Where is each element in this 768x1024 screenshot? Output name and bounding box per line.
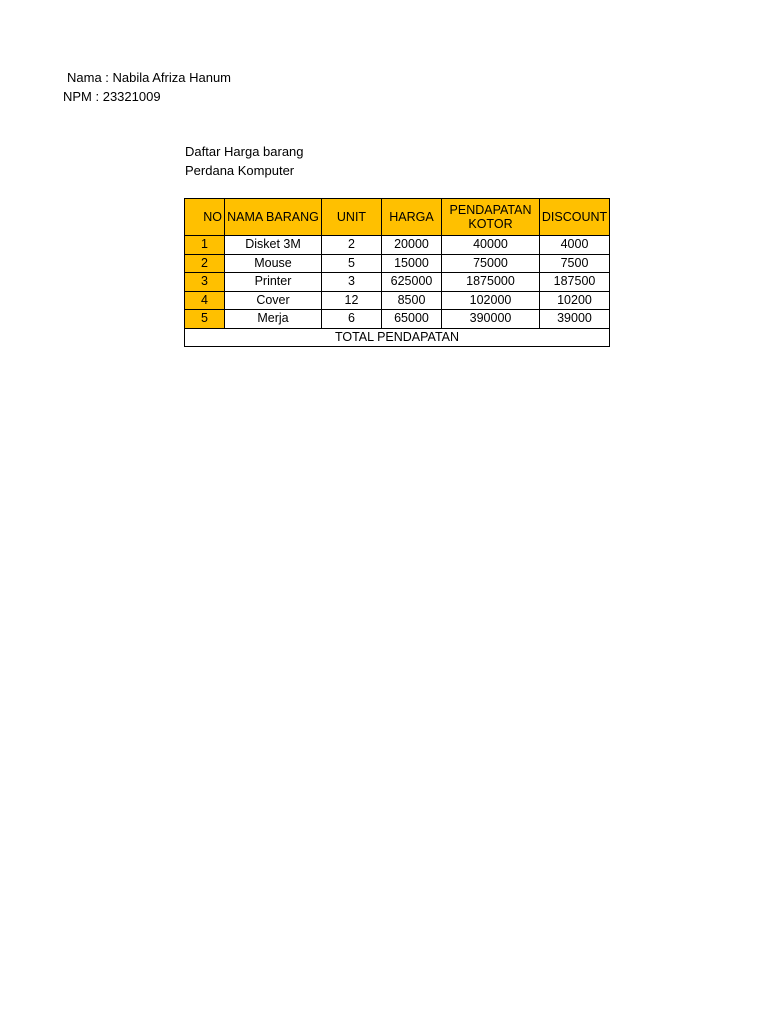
cell-unit: 6 <box>322 310 382 329</box>
column-header-nama-barang: NAMA BARANG <box>225 199 322 236</box>
table-row <box>185 236 610 255</box>
price-table <box>184 198 610 347</box>
document-title: Daftar Harga barang <box>185 144 304 159</box>
table-row <box>185 291 610 310</box>
column-header-pendapatan-line2: KOTOR <box>468 217 513 231</box>
cell-nama-barang: Disket 3M <box>225 236 322 255</box>
cell-discount: 7500 <box>540 254 610 273</box>
cell-no: 1 <box>185 236 225 255</box>
cell-nama-barang: Cover <box>225 291 322 310</box>
column-header-no: NO <box>185 199 225 236</box>
total-pendapatan-label: TOTAL PENDAPATAN <box>185 328 610 347</box>
table-row <box>185 254 610 273</box>
cell-harga: 15000 <box>382 254 442 273</box>
column-header-pendapatan-line1: PENDAPATAN <box>449 203 532 217</box>
cell-harga: 65000 <box>382 310 442 329</box>
total-row <box>185 328 610 347</box>
document-subtitle: Perdana Komputer <box>185 163 295 178</box>
table-row <box>185 310 610 329</box>
student-name: Nama : Nabila Afriza Hanum <box>67 70 232 85</box>
cell-pendapatan-kotor: 390000 <box>442 310 540 329</box>
column-header-discount: DISCOUNT <box>540 199 610 236</box>
column-header-unit: UNIT <box>322 199 382 236</box>
cell-discount: 187500 <box>540 273 610 292</box>
cell-nama-barang: Merja <box>225 310 322 329</box>
cell-unit: 3 <box>322 273 382 292</box>
cell-no: 2 <box>185 254 225 273</box>
cell-pendapatan-kotor: 40000 <box>442 236 540 255</box>
table-header-row <box>185 199 610 236</box>
cell-no: 3 <box>185 273 225 292</box>
cell-no: 4 <box>185 291 225 310</box>
student-npm: NPM : 23321009 <box>63 89 161 104</box>
cell-discount: 39000 <box>540 310 610 329</box>
cell-pendapatan-kotor: 102000 <box>442 291 540 310</box>
cell-discount: 10200 <box>540 291 610 310</box>
cell-discount: 4000 <box>540 236 610 255</box>
cell-nama-barang: Mouse <box>225 254 322 273</box>
column-header-harga: HARGA <box>382 199 442 236</box>
cell-pendapatan-kotor: 75000 <box>442 254 540 273</box>
cell-harga: 8500 <box>382 291 442 310</box>
table-row <box>185 273 610 292</box>
cell-nama-barang: Printer <box>225 273 322 292</box>
cell-no: 5 <box>185 310 225 329</box>
cell-harga: 20000 <box>382 236 442 255</box>
cell-unit: 5 <box>322 254 382 273</box>
column-header-pendapatan-kotor <box>442 199 540 236</box>
cell-pendapatan-kotor: 1875000 <box>442 273 540 292</box>
cell-unit: 2 <box>322 236 382 255</box>
cell-unit: 12 <box>322 291 382 310</box>
cell-harga: 625000 <box>382 273 442 292</box>
